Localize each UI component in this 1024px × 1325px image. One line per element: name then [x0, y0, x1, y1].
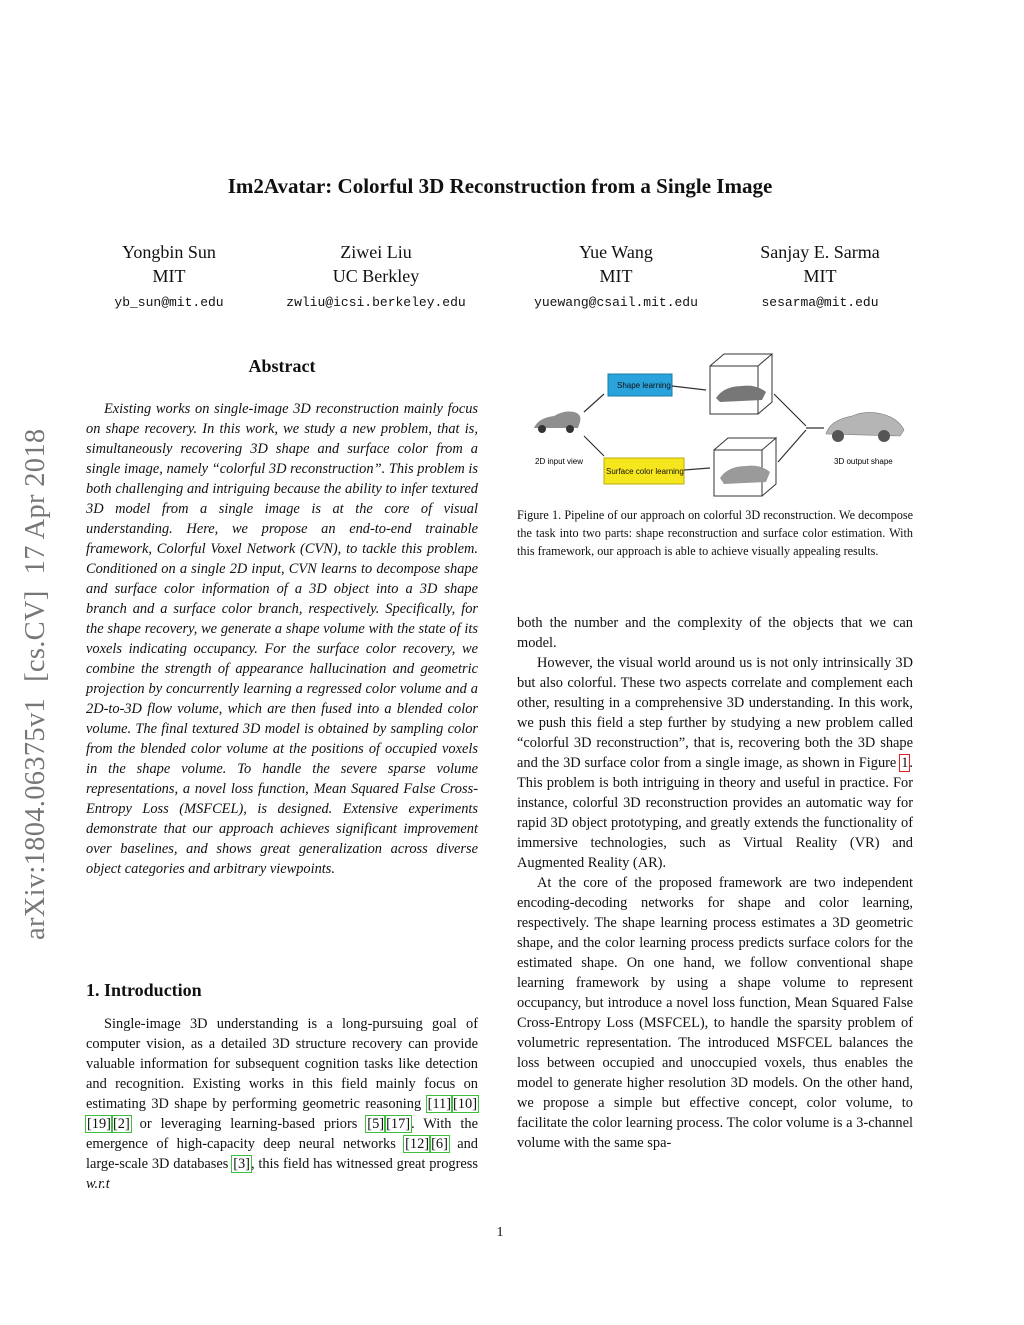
arrow-connector [774, 394, 806, 426]
citation-link[interactable]: [2] [112, 1116, 130, 1132]
intro-text: However, the visual world around us is not only intrinsically 3D but also colorful. These two aspects correlate and complement each other, resulting in a comprehensive 3D understanding. In this work, we push this field a step further by studying a new problem called “colorful 3D reconstruction”, that is, recovering both the 3D shape and the 3D surface color from a single image, as shown in Figure [517, 655, 913, 771]
intro-paragraph [517, 653, 913, 873]
author-affiliation: MIT [599, 266, 633, 286]
author-email[interactable]: sesarma@mit.edu [761, 295, 879, 310]
author-email[interactable]: yb_sun@mit.edu [114, 295, 224, 310]
page-number: 1 [496, 1225, 504, 1240]
section-heading: 1. Introduction [86, 980, 202, 1000]
figure-1-diagram [520, 350, 912, 500]
author-email[interactable]: yuewang@csail.mit.edu [534, 295, 698, 310]
author-block [510, 240, 722, 316]
author-affiliation: UC Berkley [332, 266, 420, 286]
intro-paragraph [86, 1014, 478, 1194]
abstract-heading: Abstract [248, 356, 316, 376]
author-name: Yue Wang [579, 242, 653, 262]
intro-text: . This problem is both intriguing in theory and useful in practice. For instance, colorful 3D reconstruction provides an automatic way for rapid 3D object prototyping, and greatly extends the functionality of immersive technologies, such as Virtual Reality (VR) and Augmented Reality (AR). [517, 755, 913, 871]
arxiv-id: arXiv:1804.06375v1 [20, 697, 51, 940]
intro-paragraph-continued: both the number and the complexity of the objects that we can model. [517, 615, 913, 651]
citation-link[interactable]: [17] [386, 1116, 411, 1132]
author-email[interactable]: zwliu@icsi.berkeley.edu [286, 295, 466, 310]
abstract-text: Existing works on single-image 3D reconstruction mainly focus on shape recovery. In this work, we study a new problem, that is, simultaneously recovering 3D shape and surface color from a single image, namely “colorful 3D reconstruction”. This problem is both challenging and intriguing because the ability to infer textured 3D model from a single image is at the core of visual understanding. Here, we propose an end-to-end trainable framework, Colorful Voxel Network (CVN), to tackle this problem. Conditioned on a single 2D input, CVN learns to decompose shape and surface color information of a 3D object into a 3D shape branch and a surface color branch, respectively. Specifically, for the shape recovery, we generate a shape volume with the state of its voxels indicating occupancy. For the surface color recovery, we combine the strength of appearance hallucination and geometric projection by concurrently learning a regressed color volume and a 2D-to-3D flow volume, which are then fused into a blended color volume. The final textured 3D model is obtained by sampling color from the blended color volume at the positions of occupied voxels in the shape volume. To handle the severe sparse volume representations, a novel loss function, Mean Squared False Cross-Entropy Loss (MSFCEL), is designed. Extensive experiments demonstrate that our approach achieves significant improvement over baselines, and shows great generalization across diverse object categories and arbitrary viewpoints. [86, 401, 478, 877]
arrow-connector [778, 430, 806, 462]
intro-text: , this field has witnessed great progress [250, 1156, 478, 1172]
arrow-connector [584, 394, 604, 412]
shape-volume-cube [710, 354, 772, 414]
intro-text: or leveraging learning-based priors [130, 1116, 367, 1132]
figure-reference-link[interactable]: 1 [901, 755, 909, 771]
citation-link[interactable]: [12] [405, 1136, 430, 1152]
right-column-text [517, 613, 913, 1153]
author-name: Yongbin Sun [122, 242, 216, 262]
intro-text: and large-scale 3D databases [86, 1136, 478, 1172]
citation-link[interactable]: [6] [431, 1136, 448, 1152]
author-block [262, 240, 490, 316]
arrow-connector [684, 468, 710, 470]
citation-link[interactable]: [5] [367, 1116, 385, 1132]
paper-title: Im2Avatar: Colorful 3D Reconstruction from a Single Image [227, 174, 773, 198]
output-car-icon [826, 412, 904, 442]
intro-text: Single-image 3D understanding is a long-pursuing goal of computer vision, as a detailed 3D structure recovery can provide valuable information for subsequent cognition tasks like detection and recognition. Existing works in this field mainly focus on estimating 3D shape by performing geometric reasoning [86, 1016, 478, 1112]
citation-link[interactable]: [11] [427, 1096, 452, 1112]
citation-link[interactable]: [3] [233, 1156, 250, 1172]
citation-link[interactable]: [10] [453, 1096, 477, 1112]
arxiv-stamp [20, 340, 52, 940]
figure-label-color: Surface color learning [606, 467, 684, 476]
arrow-connector [672, 386, 706, 390]
intro-italic: w.r.t [86, 1176, 110, 1192]
author-affiliation: MIT [152, 266, 186, 286]
figure-label-output: 3D output shape [834, 457, 893, 466]
intro-paragraph: At the core of the proposed framework are two independent encoding-decoding networks for shape and color learning, respectively. The shape learning process estimates a 3D geometric shape, and the color learning process predicts surface colors for the estimated shape. On one hand, we follow conventional shape learning framework by using a shape volume to represent occupancy, but introduce a novel loss function, Mean Squared False Cross-Entropy Loss (MSFCEL), to handle the sparsity problem of volumetric representation. The introduced MSFCEL balances the loss between occupied and unoccupied voxels, thus enables the model to generate higher resolution 3D models. On the other hand, we propose a simple but effective concept, color volume, to facilitate the color learning process. The color volume is a 3-channel volume with the same spa- [517, 875, 913, 1151]
author-affiliation: MIT [803, 266, 837, 286]
arxiv-category: [cs.CV] [20, 590, 51, 682]
author-block [745, 240, 895, 316]
input-car-icon [534, 412, 580, 434]
author-name: Sanjay E. Sarma [760, 242, 880, 262]
citation-link[interactable]: [19] [87, 1116, 111, 1132]
color-volume-cube [714, 438, 776, 496]
arrow-connector [584, 436, 604, 456]
figure-label-input: 2D input view [535, 457, 584, 466]
figure-label-shape: Shape learning [617, 381, 671, 390]
figure-caption: Figure 1. Pipeline of our approach on colorful 3D reconstruction. We decompose the task into two parts: shape reconstruction and surface color estimation. With this framework, our approach is able to achieve visually appealing results. [517, 508, 913, 558]
arxiv-date: 17 Apr 2018 [20, 428, 51, 575]
author-block [94, 240, 244, 316]
intro-text: . With the emergence of high-capacity deep neural networks [86, 1116, 478, 1152]
author-name: Ziwei Liu [340, 242, 412, 262]
